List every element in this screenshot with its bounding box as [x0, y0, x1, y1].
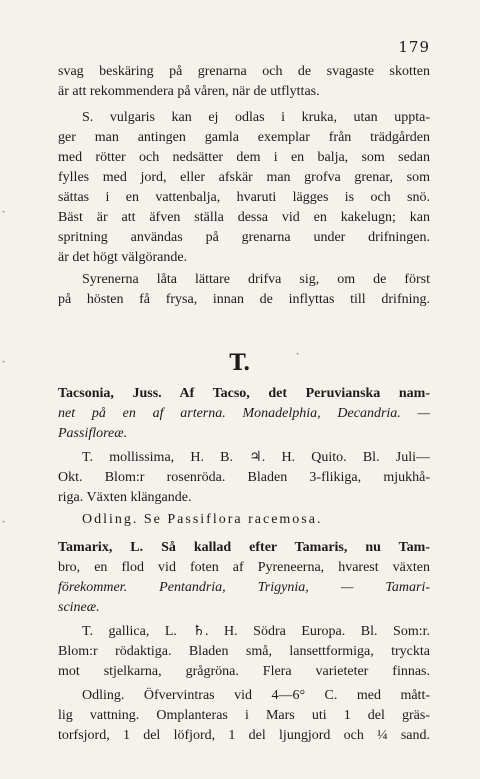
text-line: mot stjelkarna, grågröna. Flera varieteter finnas.	[58, 664, 430, 679]
text-line: förekommer. Pentandria, Trigynia, — Tamari-	[58, 580, 430, 595]
text-line: svag beskäring på grenarna och de svagaste skotten	[58, 64, 430, 79]
text-line: S. vulgaris kan ej odlas i kruka, utan uppta-	[82, 110, 430, 125]
margin-speck: ˏ	[296, 344, 300, 355]
text-line: torfsjord, 1 del löfjord, 1 del ljungjord och ¼ sand.	[58, 728, 430, 743]
text-line: riga. Växten klängande.	[58, 490, 192, 505]
text-line: Passifloreæ.	[58, 426, 128, 441]
text-line: Bäst är att äfven ställa dessa vid en kakelugn; kan	[58, 210, 430, 225]
text-line: Odling. Öfvervintras vid 4—6° C. med mått-	[82, 688, 430, 703]
text-line: lig vattning. Omplanteras i Mars uti 1 del gräs-	[58, 708, 430, 723]
text-line: på hösten få frysa, innan de inflyttas till drifning.	[58, 292, 430, 307]
entry-heading-line: Tamarix, L. Så kallad efter Tamaris, nu Tam-	[58, 540, 430, 555]
text-line: T. gallica, L. ♄. H. Södra Europa. Bl. Som:r.	[82, 624, 430, 639]
text-line: sättas i en vattenbalja, hvaruti lägges is och snö.	[58, 190, 430, 205]
text-line: scineæ.	[58, 600, 100, 615]
text-line: spritning användas på grenarna under drifningen.	[58, 230, 430, 245]
text-line: ger man antingen gamla exemplar från trädgården	[58, 130, 430, 145]
text-line: fylles med jord, eller afskär man grofva grenar, som	[58, 170, 430, 185]
entry-heading-line: Tacsonia, Juss. Af Tacso, det Peruvianska nam-	[58, 386, 430, 401]
margin-speck: ˎ	[2, 352, 6, 363]
text-line: Blom:r rödaktiga. Bladen små, lansettformiga, tryckta	[58, 644, 430, 659]
margin-speck: ˎ	[2, 202, 6, 213]
text-line: är det högt välgörande.	[58, 250, 188, 265]
page-number: 179	[398, 38, 430, 56]
margin-speck: ˎ	[2, 512, 6, 523]
text-line: med rötter och nedsätter dem i en balja, som sedan	[58, 150, 430, 165]
text-line: net på en af arterna. Monadelphia, Decandria. —	[58, 406, 430, 421]
section-letter: T.	[229, 350, 251, 376]
text-line: är att rekommendera på våren, när de utflyttas.	[58, 84, 320, 99]
text-line: Syrenerna låta lättare drifva sig, om de först	[82, 272, 430, 287]
text-line: bro, en flod vid foten af Pyreneerna, hvarest växten	[58, 560, 430, 575]
text-line: T. mollissima, H. B. ♃. H. Quito. Bl. Juli—	[82, 450, 430, 465]
text-line: Odling. Se Passiflora racemosa.	[82, 512, 323, 527]
text-line: Okt. Blom:r rosenröda. Bladen 3-flikiga, mjukhå-	[58, 470, 430, 485]
